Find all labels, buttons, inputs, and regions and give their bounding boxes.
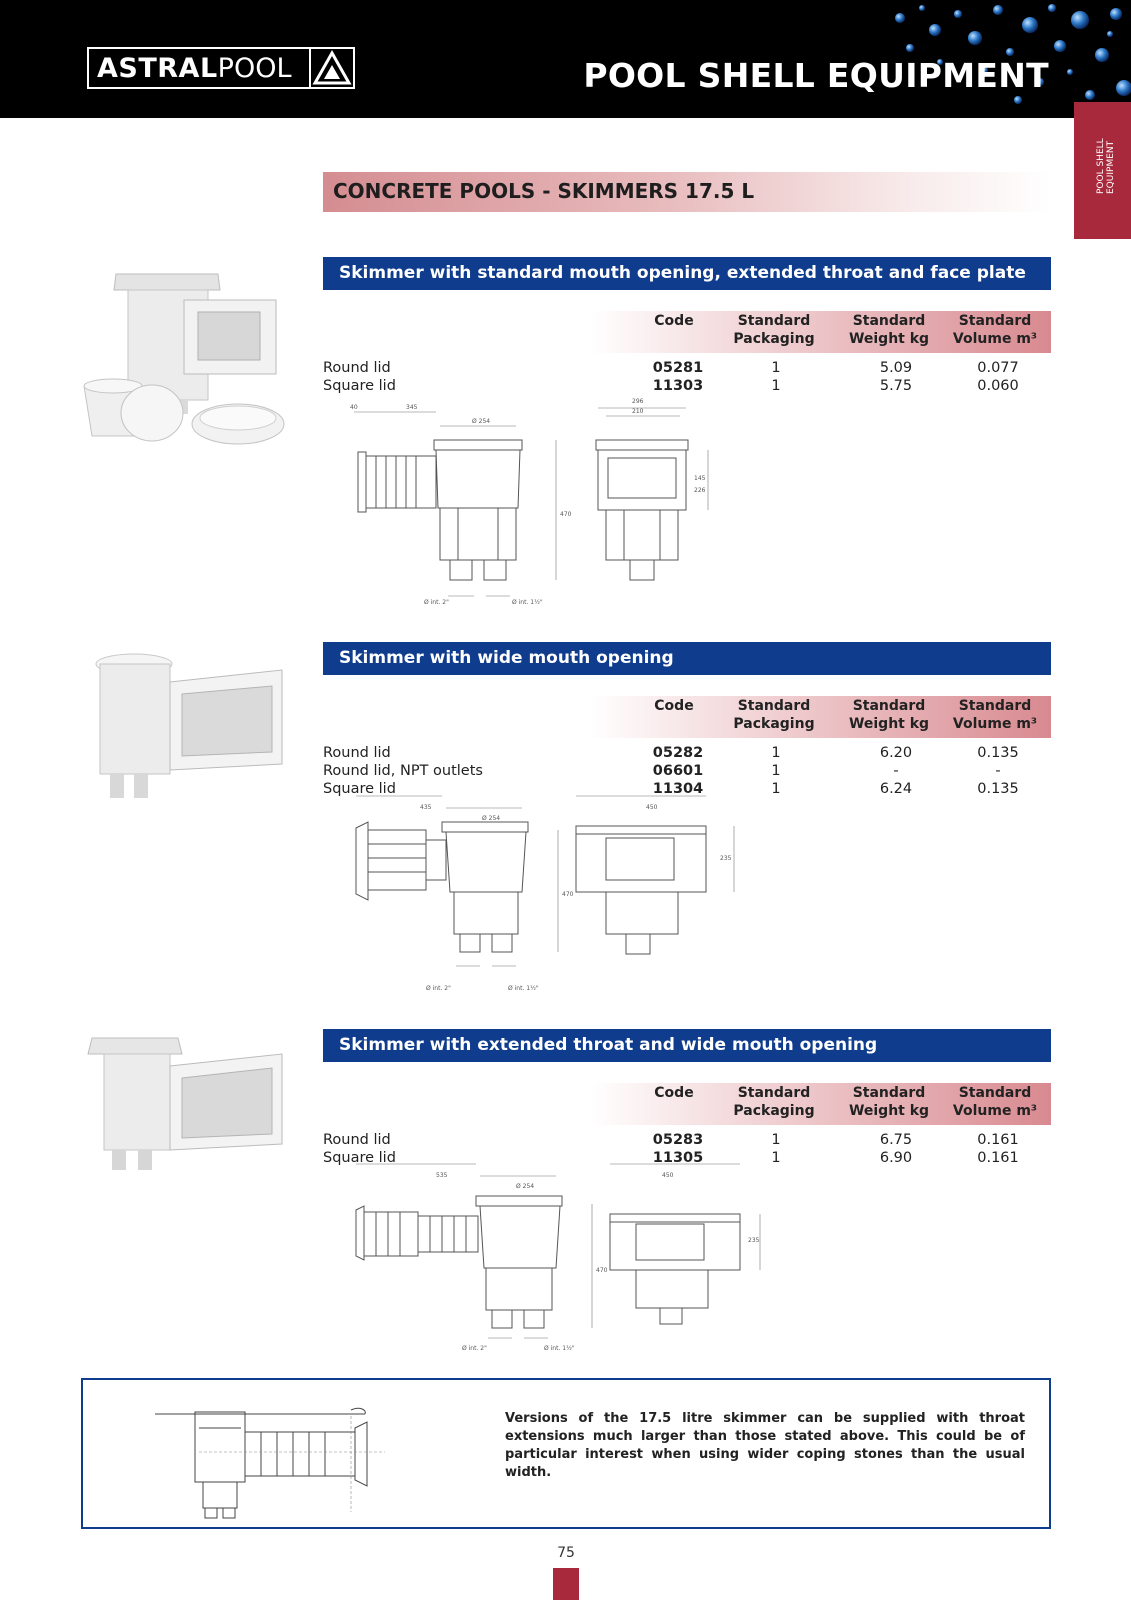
technical-drawing-extended-wide: [350, 1168, 780, 1368]
note-text: Versions of the 17.5 litre skimmer can be supplied with throat extensions much larger than those stated above. This could be of particular interest when using wider coping stones than the usual width.: [505, 1411, 1025, 1480]
dim-label: 226: [694, 487, 706, 494]
dim-label: 535: [436, 1172, 448, 1179]
skimmer-extended-wide-photo: [82, 1030, 292, 1180]
row-weight: 6.75: [879, 1132, 913, 1148]
col-header-weight-1: Standard: [852, 313, 926, 329]
row-desc: Square lid: [323, 378, 396, 394]
row-packaging: 1: [771, 745, 781, 761]
dim-label: Ø int. 1½": [512, 599, 543, 606]
row-packaging: 1: [771, 360, 781, 376]
page-header: [0, 0, 1131, 118]
row-volume: -: [995, 763, 1001, 779]
col-header-volume-1: Standard: [958, 313, 1032, 329]
dim-label: Ø int. 1½": [508, 985, 539, 992]
col-header-code: Code: [654, 1085, 694, 1101]
skimmer-standard-photo: [80, 268, 290, 458]
dim-label: 450: [662, 1172, 674, 1179]
dim-label: 235: [720, 855, 732, 862]
extended-throat-drawing: [155, 1392, 455, 1520]
col-header-packaging-1: Standard: [737, 698, 811, 714]
dim-label: 470: [562, 891, 574, 898]
dim-label: 210: [632, 408, 644, 415]
dim-label: Ø int. 2": [426, 985, 451, 992]
row-weight: 6.90: [879, 1150, 913, 1166]
side-tab-label: POOL SHELL EQUIPMENT: [1096, 138, 1116, 194]
col-header-packaging-2: Packaging: [733, 331, 815, 347]
row-weight: 5.75: [879, 378, 913, 394]
logo-text-light: POOL: [217, 52, 292, 84]
dim-label: Ø 254: [516, 1183, 535, 1190]
row-desc: Square lid: [323, 781, 396, 797]
dim-label: 40: [350, 404, 358, 411]
row-weight: 5.09: [879, 360, 913, 376]
row-weight: 6.24: [879, 781, 913, 797]
dim-label: 145: [694, 475, 706, 482]
col-header-volume-2: Volume m³: [952, 716, 1038, 732]
row-code: 06601: [652, 763, 704, 779]
col-header-volume-2: Volume m³: [952, 331, 1038, 347]
row-packaging: 1: [771, 1150, 781, 1166]
col-header-code: Code: [654, 313, 694, 329]
row-desc: Round lid: [323, 360, 391, 376]
dim-label: 296: [632, 398, 644, 405]
dim-label: Ø int. 1½": [544, 1345, 575, 1352]
row-volume: 0.135: [977, 745, 1019, 761]
dim-label: Ø int. 2": [462, 1345, 487, 1352]
row-code: 11303: [652, 378, 704, 394]
col-header-packaging-1: Standard: [737, 313, 811, 329]
page-number: 75: [557, 1545, 575, 1561]
row-weight: 6.20: [879, 745, 913, 761]
row-packaging: 1: [771, 378, 781, 394]
row-volume: 0.135: [977, 781, 1019, 797]
dim-label: 470: [560, 511, 572, 518]
row-code: 11305: [652, 1150, 704, 1166]
row-code: 05283: [652, 1132, 704, 1148]
dim-label: Ø 254: [482, 815, 501, 822]
row-volume: 0.060: [977, 378, 1019, 394]
col-header-packaging-1: Standard: [737, 1085, 811, 1101]
row-volume: 0.161: [977, 1132, 1019, 1148]
row-code: 11304: [652, 781, 704, 797]
col-header-packaging-2: Packaging: [733, 716, 815, 732]
col-header-volume-2: Volume m³: [952, 1103, 1038, 1119]
row-volume: 0.077: [977, 360, 1019, 376]
dim-label: 235: [748, 1237, 760, 1244]
dim-label: Ø 254: [472, 418, 491, 425]
dim-label: 345: [406, 404, 418, 411]
row-packaging: 1: [771, 781, 781, 797]
dim-label: 450: [646, 804, 658, 811]
section-side-tab: [1074, 102, 1131, 239]
page-title: POOL SHELL EQUIPMENT: [583, 56, 1049, 95]
row-volume: 0.161: [977, 1150, 1019, 1166]
col-header-packaging-2: Packaging: [733, 1103, 815, 1119]
page-number-tab: [553, 1568, 579, 1600]
product-title-standard: Skimmer with standard mouth opening, extended throat and face plate: [323, 257, 1051, 290]
row-packaging: 1: [771, 1132, 781, 1148]
logo-triangle-icon: [309, 49, 353, 87]
row-code: 05281: [652, 360, 704, 376]
row-code: 05282: [652, 745, 704, 761]
col-header-weight-1: Standard: [852, 698, 926, 714]
section-title: CONCRETE POOLS - SKIMMERS 17.5 L: [333, 179, 755, 203]
technical-drawing-wide-mouth: [350, 800, 760, 1000]
col-header-volume-1: Standard: [958, 1085, 1032, 1101]
section-banner: [323, 172, 1051, 212]
row-packaging: 1: [771, 763, 781, 779]
row-desc: Round lid: [323, 1132, 391, 1148]
skimmer-wide-mouth-photo: [90, 652, 290, 822]
product-title-extended-wide: Skimmer with extended throat and wide mouth opening: [323, 1029, 1051, 1062]
technical-drawing-standard: [340, 398, 740, 614]
col-header-weight-2: Weight kg: [848, 1103, 930, 1119]
col-header-code: Code: [654, 698, 694, 714]
astralpool-logo: [87, 47, 355, 89]
col-header-volume-1: Standard: [958, 698, 1032, 714]
row-desc: Square lid: [323, 1150, 396, 1166]
dim-label: Ø int. 2": [424, 599, 449, 606]
product-title-wide-mouth: Skimmer with wide mouth opening: [323, 642, 1051, 675]
row-weight: -: [893, 763, 899, 779]
row-desc: Round lid: [323, 745, 391, 761]
dim-label: 470: [596, 1267, 608, 1274]
col-header-weight-2: Weight kg: [848, 716, 930, 732]
col-header-weight-2: Weight kg: [848, 331, 930, 347]
row-desc: Round lid, NPT outlets: [323, 763, 483, 779]
dim-label: 435: [420, 804, 432, 811]
col-header-weight-1: Standard: [852, 1085, 926, 1101]
logo-text-bold: ASTRAL: [97, 52, 218, 84]
throat-extension-note: [81, 1378, 1051, 1529]
